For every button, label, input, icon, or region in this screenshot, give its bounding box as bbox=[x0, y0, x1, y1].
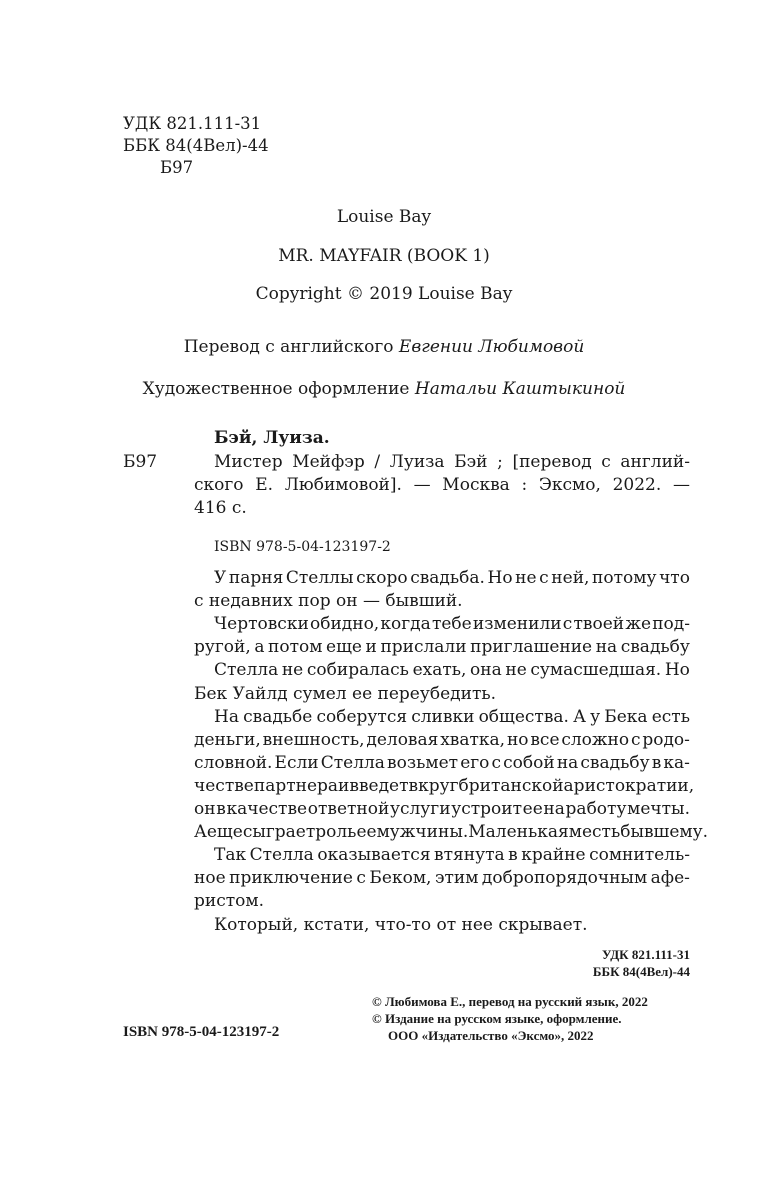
word: работу bbox=[565, 799, 627, 819]
word: на bbox=[543, 799, 565, 819]
annotation-line bbox=[194, 729, 690, 751]
word: и bbox=[365, 637, 377, 658]
word: У bbox=[214, 568, 227, 588]
bbk-code: ББК 84(4Вел)-44 bbox=[123, 136, 269, 155]
word: мечты. bbox=[627, 799, 690, 819]
word: устроит bbox=[451, 799, 522, 819]
word: Если bbox=[274, 752, 319, 773]
word: мужчины. bbox=[376, 822, 469, 843]
word: Стеллы bbox=[285, 568, 354, 588]
word: ; bbox=[497, 452, 503, 472]
word: сливки bbox=[411, 706, 475, 727]
word: свадьбе bbox=[243, 706, 313, 727]
word: собой bbox=[503, 752, 555, 773]
word: ответной bbox=[307, 799, 390, 819]
word: крайне bbox=[521, 845, 586, 866]
word: — bbox=[413, 475, 431, 495]
word: не bbox=[515, 568, 537, 588]
annotation-line bbox=[214, 914, 588, 936]
word: есть bbox=[651, 706, 690, 727]
annotation-line bbox=[194, 752, 690, 774]
word: общества. bbox=[478, 706, 569, 727]
word: ное bbox=[194, 868, 226, 889]
word: Чертовски bbox=[214, 614, 309, 635]
word: в bbox=[508, 845, 518, 866]
word: Но bbox=[487, 568, 513, 588]
word: на bbox=[556, 752, 579, 773]
word: словной. bbox=[194, 752, 273, 773]
word: же bbox=[625, 614, 652, 635]
word: втянута bbox=[434, 845, 505, 866]
word: Эксмо, bbox=[538, 475, 601, 495]
word: прислали bbox=[380, 637, 467, 658]
word: скоро bbox=[356, 568, 408, 588]
annotation-line bbox=[194, 683, 496, 705]
word: все bbox=[530, 729, 560, 750]
word: качестве bbox=[226, 799, 308, 819]
annotation-line bbox=[194, 636, 690, 658]
word: афе- bbox=[650, 868, 690, 889]
word: потому bbox=[592, 568, 657, 588]
design-credit bbox=[0, 378, 768, 400]
word: Мейфэр bbox=[292, 452, 365, 472]
word: Который, кстати, что-то от нее скрывает. bbox=[214, 914, 588, 935]
catalog-entry-last: 416 с. bbox=[194, 498, 247, 518]
word: с bbox=[630, 729, 641, 750]
word: Е. bbox=[255, 475, 274, 495]
word: в bbox=[651, 752, 662, 773]
word: Бека bbox=[604, 706, 648, 727]
annotation-line bbox=[194, 775, 695, 797]
translator-name: Евгении Любимовой bbox=[398, 337, 585, 357]
word: англий- bbox=[620, 452, 690, 472]
word: изменили bbox=[472, 614, 562, 635]
word: с bbox=[491, 752, 502, 773]
annotation-line bbox=[214, 567, 690, 589]
annotation-line bbox=[214, 613, 690, 635]
translation-prefix: Перевод с английского bbox=[183, 337, 394, 357]
word: приключение bbox=[229, 868, 353, 889]
word: Стелла bbox=[214, 660, 279, 681]
annotation-line bbox=[214, 659, 690, 681]
word: ехать, bbox=[412, 660, 467, 681]
original-copyright: Copyright © 2019 Louise Bay bbox=[255, 284, 513, 304]
word: сомнитель- bbox=[589, 845, 690, 866]
word: деньги, bbox=[194, 729, 261, 750]
word: А bbox=[573, 706, 586, 727]
word: аристократии, bbox=[563, 775, 695, 796]
word: Беком, bbox=[369, 868, 432, 889]
catalog-heading: Бэй, Луиза. bbox=[214, 428, 330, 448]
word: в bbox=[408, 775, 419, 796]
word: но bbox=[506, 729, 529, 750]
designer-name: Натальи Каштыкиной bbox=[414, 379, 626, 399]
word: сыграет bbox=[242, 822, 316, 843]
word: сумасшедшая. bbox=[530, 660, 662, 681]
word: ее bbox=[356, 822, 377, 843]
word: Любимовой]. bbox=[284, 475, 402, 495]
word: месть bbox=[568, 822, 621, 843]
copyright-translation: © Любимова Е., перевод на русский язык, 2022 bbox=[372, 994, 648, 1009]
word: роль bbox=[315, 822, 357, 843]
word: свадьбу bbox=[580, 752, 650, 773]
word: с bbox=[539, 568, 549, 588]
word: ней, bbox=[551, 568, 590, 588]
word: / bbox=[374, 452, 381, 472]
annotation-line bbox=[214, 706, 690, 728]
word: и bbox=[338, 775, 350, 796]
word: его bbox=[460, 752, 490, 773]
word: ее bbox=[522, 799, 543, 819]
catalog-entry-line-1 bbox=[214, 451, 690, 473]
annotation-line bbox=[214, 844, 690, 866]
word: оказывается bbox=[317, 845, 431, 866]
word: родо- bbox=[642, 729, 690, 750]
word: твоей bbox=[573, 614, 625, 635]
word: не bbox=[281, 660, 304, 681]
annotation-line bbox=[194, 867, 690, 889]
word: не bbox=[505, 660, 527, 681]
annotation-line bbox=[194, 821, 709, 843]
word: а bbox=[254, 637, 265, 658]
word: честве bbox=[194, 775, 254, 796]
catalog-entry-line-2 bbox=[194, 474, 690, 496]
word: Москва bbox=[442, 475, 510, 495]
copyright-edition: © Издание на русском языке, оформление. bbox=[372, 1011, 622, 1026]
word: хватка, bbox=[440, 729, 506, 750]
annotation-line bbox=[194, 798, 690, 820]
word: потом bbox=[268, 637, 323, 658]
word: на bbox=[595, 637, 618, 658]
author-mark: Б97 bbox=[160, 158, 194, 177]
word: сложно bbox=[561, 729, 630, 750]
word: возьмет bbox=[387, 752, 459, 773]
word: Мистер bbox=[214, 452, 283, 472]
word: бывшему. bbox=[620, 822, 709, 843]
word: еще bbox=[326, 637, 362, 658]
design-prefix: Художественное оформление bbox=[142, 379, 410, 399]
word: Но bbox=[664, 660, 690, 681]
word: еще bbox=[206, 822, 243, 843]
word: ского bbox=[194, 475, 244, 495]
word: А bbox=[194, 822, 207, 843]
word: Луиза bbox=[389, 452, 445, 472]
original-author: Louise Bay bbox=[336, 207, 432, 227]
word: 2022. bbox=[612, 475, 662, 495]
word: у bbox=[590, 706, 601, 727]
footer-bbk: ББК 84(4Вел)-44 bbox=[592, 964, 690, 979]
word: обидно, bbox=[309, 614, 380, 635]
word: свадьба. bbox=[410, 568, 485, 588]
word: Стелла bbox=[320, 752, 385, 773]
word: Бэй bbox=[454, 452, 488, 472]
word: партнера bbox=[253, 775, 339, 796]
word: тебе bbox=[431, 614, 472, 635]
annotation-line bbox=[194, 590, 463, 612]
word: На bbox=[214, 706, 239, 727]
word: с bbox=[562, 614, 573, 635]
word: собиралась bbox=[306, 660, 409, 681]
word: — bbox=[672, 475, 690, 495]
word: [перевод bbox=[512, 452, 592, 472]
word: Так bbox=[214, 845, 247, 866]
word: Бек Уайлд сумел ее переубедить. bbox=[194, 683, 497, 704]
copyright-publisher: ООО «Издательство «Эксмо», 2022 bbox=[388, 1028, 594, 1043]
word: британской bbox=[458, 775, 564, 796]
word: свадьбу bbox=[620, 637, 690, 658]
word: ристом. bbox=[194, 891, 265, 912]
word: соберутся bbox=[316, 706, 408, 727]
word: ка- bbox=[663, 752, 690, 773]
word: круг bbox=[418, 775, 459, 796]
word: Стелла bbox=[249, 845, 314, 866]
word: когда bbox=[380, 614, 431, 635]
word: в bbox=[216, 799, 226, 819]
word: с bbox=[601, 452, 611, 472]
word: добропорядочным bbox=[481, 868, 648, 889]
word: что bbox=[659, 568, 690, 588]
word: этим bbox=[434, 868, 479, 889]
word: внешность, bbox=[262, 729, 365, 750]
footer-udk: УДК 821.111-31 bbox=[602, 947, 690, 962]
catalog-code: Б97 bbox=[123, 452, 158, 472]
word: приглашение bbox=[470, 637, 593, 658]
word: с недавних пор он — бывший. bbox=[194, 591, 463, 612]
original-title: MR. MAYFAIR (BOOK 1) bbox=[278, 246, 490, 266]
word: он bbox=[194, 799, 216, 819]
word: Маленькая bbox=[468, 822, 569, 843]
word: деловая bbox=[366, 729, 439, 750]
word: : bbox=[521, 475, 528, 495]
word: парня bbox=[228, 568, 284, 588]
word: ругой, bbox=[194, 637, 251, 658]
catalog-isbn: ISBN 978-5-04-123197-2 bbox=[214, 539, 391, 555]
udk-code: УДК 821.111-31 bbox=[123, 114, 262, 133]
word: под- bbox=[652, 614, 690, 635]
translation-credit bbox=[0, 336, 768, 358]
word: услуги bbox=[389, 799, 451, 819]
word: введет bbox=[349, 775, 409, 796]
word: она bbox=[470, 660, 502, 681]
footer-isbn: ISBN 978-5-04-123197-2 bbox=[123, 1024, 280, 1040]
word: с bbox=[356, 868, 366, 889]
annotation-line bbox=[194, 890, 264, 912]
